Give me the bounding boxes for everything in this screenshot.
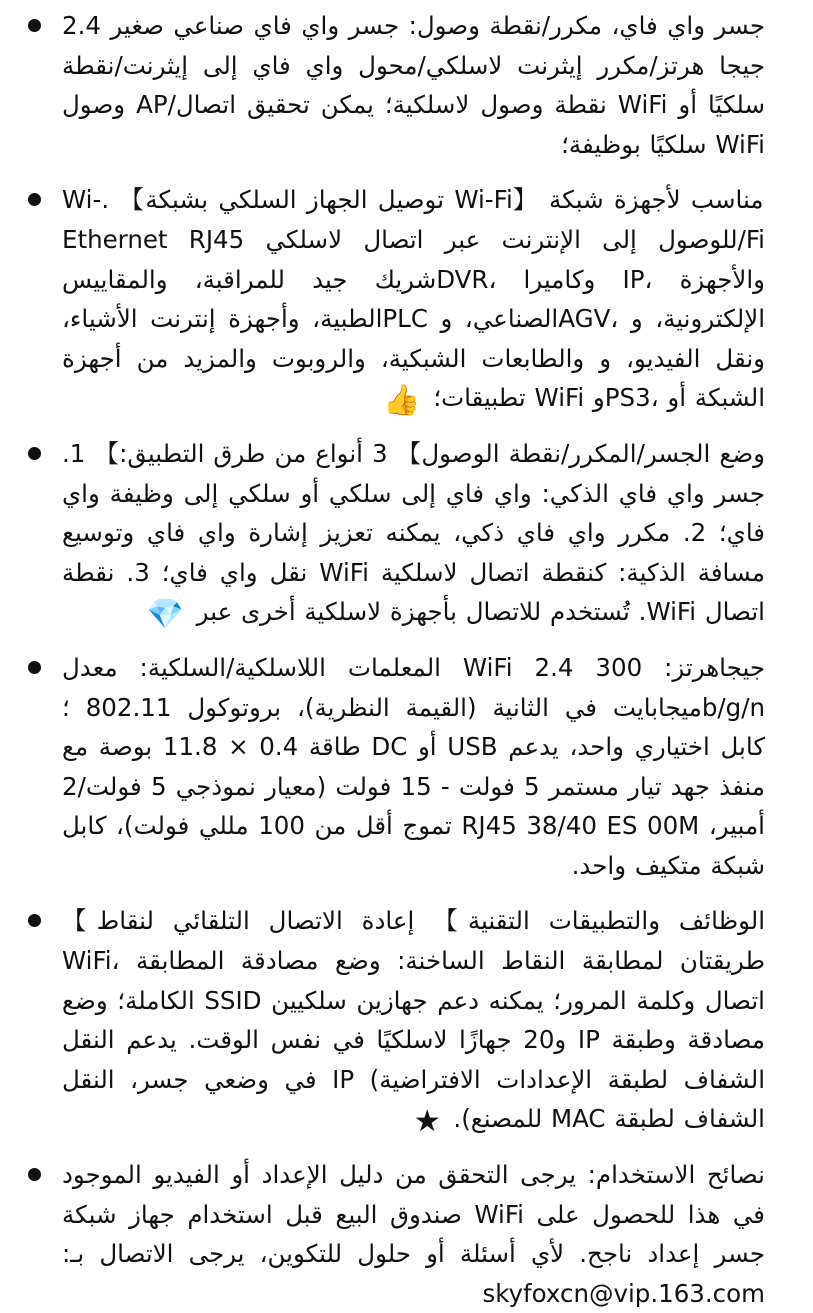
item-text-wrap [62, 1155, 765, 1313]
item-text-wrap [62, 434, 765, 632]
bullet-dot-icon [28, 914, 41, 927]
thumbs-up-icon: 👍 [383, 383, 421, 419]
list-item-specifications [0, 648, 813, 886]
item-text: جيجاهرتز: 300 WiFi 2.4 المعلمات اللاسلكية/السلكية: معدل b/g/nميجابايت في الثانية (القيمة النظرية)، بروتوكول 802.11 ؛ كابل اختياري واحد، يدعم USB أو DC طاقة 0.4 × 11.8 بوصة مع منفذ جهد تيار مستمر 5 فولت - 15 فولت (معيار نموذجي 5 فولت/2 أمبير، RJ45 38/40 ES 00M تموج أقل من 100 مللي فولت)، كابل شبكة متكيف واحد. [62, 652, 766, 880]
contact-email[interactable]: skyfoxcn@vip.163.com [482, 1278, 765, 1308]
item-text: الوظائف والتطبيقات التقنية】 إعادة الاتصال التلقائي لنقاط】 طريقتان لمطابقة النقاط الساخنة: وضع مصادقة المطابقة ،WiFi اتصال وكلمة المرور؛ يمكنه دعم جهازين سلكيين SSID الكاملة؛ وضع مصادقة وطبقة IP و20 جهازًا لاسلكيًا في نفس الوقت. يدعم النقل الشفاف لطبقة الإعدادات الافتراضية) IP في وضعي جسر، النقل الشفاف لطبقة MAC للمصنع). [62, 906, 766, 1134]
feature-bullet-list [0, 6, 813, 1313]
list-item-functions [0, 901, 813, 1139]
bullet-dot-icon [28, 19, 41, 32]
item-text-wrap [62, 901, 765, 1139]
bullet-dot-icon [28, 661, 41, 674]
list-item-device-compatibility [0, 180, 813, 418]
item-text-wrap [62, 180, 765, 418]
list-item-bridge-repeater [0, 6, 813, 164]
star-icon: ★ [413, 1104, 441, 1140]
item-text: وضع الجسر/المكرر/نقطة الوصول】 3 أنواع من طرق التطبيق:】 1. جسر واي فاي الذكي: واي فاي إلى سلكي أو سلكي إلى وظيفة واي فاي؛ 2. مكرر واي فاي ذكي، يمكنه تعزيز إشارة واي فاي وتوسيع مسافة الذكية: كنقطة اتصال لاسلكية WiFi نقل واي فاي؛ 3. نقطة اتصال WiFi. تُستخدم للاتصال بأجهزة لاسلكية أخرى عبر [62, 438, 765, 627]
bullet-dot-icon [28, 1168, 41, 1181]
bullet-dot-icon [28, 193, 41, 206]
item-text: نصائح الاستخدام: يرجى التحقق من دليل الإعداد أو الفيديو الموجود في هذا للحصول على WiFi صندوق البيع قبل استخدام جهاز شبكة جسر إعداد ناجح. لأي أسئلة أو حلول للتكوين، يرجى الاتصال بـ: [62, 1160, 765, 1269]
gem-icon: 💎 [146, 597, 184, 633]
list-item-modes [0, 434, 813, 632]
bullet-dot-icon [28, 447, 41, 460]
item-text: جسر واي فاي، مكرر/نقطة وصول: جسر واي فاي صناعي صغير 2.4 جيجا هرتز/مكرر إيثرنت لاسلكي/محول واي فاي إلى إيثرنت/نقطة سلكيًا أو WiFi نقطة وصول لاسلكية؛ يمكن تحقيق اتصال/AP وصول WiFi سلكيًا بوظيفة؛ [62, 11, 765, 159]
item-text: مناسب لأجهزة شبكة 【Wi-Fi توصيل الجهاز السلكي بشبكة】 .Wi-Fi/للوصول إلى الإنترنت عبر اتصال لاسلكي Ethernet RJ45 والأجهزة ،IP وكاميرا ،DVRشريك جيد للمراقبة، والمقاييس الإلكترونية، و ،AGVالصناعي، و PLCالطبية، وأجهزة إنترنت الأشياء، ونقل الفيديو، و والطابعات الشبكية، والروبوت والمزيد من أجهزة الشبكة أو ،PS3و WiFi تطبيقات؛ [62, 185, 766, 413]
list-item-usage-tips [0, 1155, 813, 1313]
